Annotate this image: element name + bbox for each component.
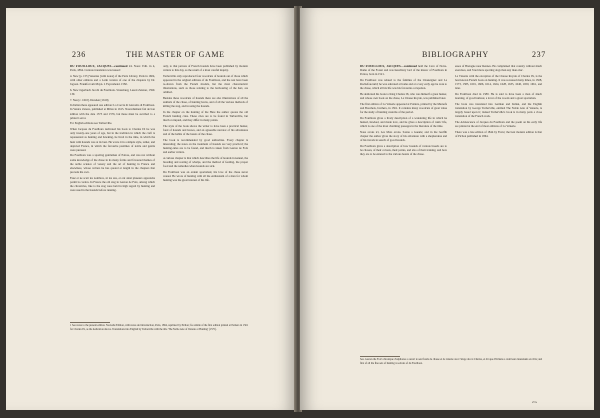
paragraph (360, 130, 447, 142)
paragraph-text: Du Fouilloux died in 1580. He is said to have been a man of much learning, of good humour, a lover of the woods and a great sportsman. (455, 91, 542, 101)
text-columns (70, 64, 248, 194)
text-columns (360, 64, 542, 158)
paragraph-text: 7. Neu [c. 1610]. Dresden [1610]. (70, 97, 110, 102)
paragraph (163, 156, 248, 168)
paragraph-text: 24. Nouv. Edit. in 4, Paris, 1864. Curious translation was issued: (70, 64, 156, 73)
footnote-rule (70, 322, 110, 323)
running-head: THE MASTER OF GAME (126, 50, 225, 59)
paragraph (455, 102, 542, 119)
paragraph-text: In Italian there appeared one edition: La Caccia di Giacomo di Fouilloux. In Venice Zenaro, published at Milan in 1615. Nouvellement fait de bon édition with the date 1575 and 1576, but these must be ascribed to a printer's error. (70, 103, 155, 120)
footnote-rule (360, 356, 400, 357)
paragraph (163, 124, 248, 136)
paragraph-text: The book is recommended by good authorities. Every chapter is interesting; the notes on the treatment of hounds are very practical; the hunting-rules are to be found, and much is taken from Gaston de Foix and earlier writers. (163, 138, 248, 155)
paragraph-text: He dedicated his book to King Charles IX, who was himself a great hunter, and whose own book on the chase, La Chasse Royale, was published later. (360, 91, 447, 101)
paragraph (163, 64, 248, 72)
signature-mark: 2 G (532, 400, 537, 404)
footnote-text: Sea. Gaston the Fox's chronique d'Alphonse a ouvert le seul fonds de chasse et de vènerie avec l'éloge du roi Charles, et dit que d'Orléans a cédé leurs lieutenants en ville; and first of all the fine sets of hunting woodcuts of du Fouilloux. (360, 358, 542, 365)
entry-heading: DU FOUILLOUX, JACQUES—continued (360, 64, 417, 68)
paragraph (70, 121, 155, 125)
left-page (6, 8, 296, 410)
paragraph-text: Fauz et ne scait les nombres, ni les ans, et ont ainsi pluseurs apprendre parmi la cordon. In France the old stag in Gaston de Foix, among which the chronicles, like to the stag were held in high regard by hunting and were used in the hounds before running. (70, 175, 155, 193)
paragraph (70, 98, 155, 102)
paragraph-text: only, to that patrons of French hounds have been published by modern writers to this day, as the result of a most careful inquiry. (163, 64, 248, 73)
paragraph-text: Du Fouilloux was related to the families of the Chasteigner and La Rochefoucauld; he was educated at home and at a very early age he took to the chase, which all his life was his favourite occupation. (360, 77, 448, 91)
paragraph-text: A curious chapter is that which describes the life of hounds in kennel, the breeding and rearing of whelps, and the method of feeding, the proper food and the remedies when hounds are sick. (163, 156, 248, 169)
paragraph-text: Turberville only reproduced four woodcuts of hounds out of those which appeared in the original editions of du Fouilloux, and the rest have been re-drawn from the French models, but the most characteristic illustrations, such as those relating to the harbouring of the hart, are omitted. (163, 73, 248, 95)
paragraph-text: esses of Bretagne near Rennes. He complained that country without much exercises, and 'bred more sporting dogs than any man else'. (455, 64, 542, 73)
paragraph-text: The style of the book shows the writer to have been a practical hunter, fond of hounds and horses, and an agreeable narrator of his adventures and of the habits of the beasts of the chase. (163, 124, 248, 137)
paragraph-text: The first edition of La Vénerie appeared at Poitiers, printed by the Marnefs and Bouchets, brothers, in 1561. It contains many woodcuts of great value for the study of hunting customs of the period. (360, 101, 447, 115)
paragraph (163, 96, 248, 108)
paragraph-text: 6. New Jagerbuch Jacobi du Fouilloux. Strassburg, Lazeri Zetzner, 1590. 130. (70, 87, 155, 96)
paragraph (163, 74, 248, 95)
paragraph (455, 120, 542, 128)
page-number: 236 (72, 50, 86, 59)
paragraph-text: Besides these woodcuts of hounds there are also illustrations of all the animals of the chase, of hunting horns, and of all the various methods of killing the stag, and in using the hounds. (163, 96, 248, 109)
paragraph (455, 130, 542, 138)
text-column-2 (163, 64, 248, 194)
paragraph (163, 138, 248, 155)
paragraph-text: There was a late edition of 1844 by Favre; the best modern edition is that of Pichon published in 1864. (455, 129, 542, 138)
paragraph (360, 78, 447, 90)
paragraph (70, 127, 155, 152)
footnote (70, 320, 248, 331)
page-number: 237 (532, 50, 546, 59)
paragraph-text: In the chapter on the hunting of the Hare the author quotes the old French hunting cries. These cries are to be found in Turberville, but much corrupted, and they differ in many points. (163, 110, 248, 123)
paragraph-text: When Jacques du Fouilloux dedicated his book to Charles IX he was only twenty-one years of age, but in the tradition in which the craft is represented as hunting and hawking, he lived in the time, in which the hunt with hounds was at its best. He wrote it in a simple style, rather, and depicted France, in which the favourite pastimes of noble and gentle were pursued. (70, 127, 155, 152)
right-page (300, 8, 594, 410)
paragraph (70, 74, 155, 86)
footnote (360, 354, 542, 365)
paragraph (163, 110, 248, 122)
paragraph (455, 64, 542, 72)
footnote-text: 1 See notes to the present edition. Nouvelle Edition, with notes and introduction, Paris, 1864, reprinted by Pichon; fac-simile of the first edition printed at Poitiers in 1561 for Charles IX, as the dedication shows. Translations into English by Turberville with the title 'The Noble Arte of Venerie or Hunting' (1575). (70, 324, 248, 331)
text-column-1 (360, 64, 447, 158)
text-column-2 (455, 64, 542, 158)
paragraph-text: Nous avons ici, Les Mots avons. Sonna a Gueule; and in the twelfth chapter the author gives the story of his adventure with a shepherdess and of his travels in search of good hounds. (360, 129, 447, 142)
text-column-1 (70, 64, 155, 194)
paragraph-text: The Adolescence of Jacques du Fouilloux and the poem on his early life are printed at the end of most editions of La Vénerie. (455, 119, 542, 129)
entry-heading: DU FOUILLOUX, JACQUES—continued (70, 64, 128, 68)
paragraph-text: Du Fouilloux was an ardent sportsman; his love of the chase never waned. He wrote of hunting with all the enthusiasm of a man for whom hunting was the great interest of his life. (163, 170, 248, 183)
paragraph-text: For English editions see Turberville. (70, 121, 113, 126)
paragraph-text: Du Fouilloux gives a lively description of a wandering life in which he hunted, hawked, and made love, and he gives a description of rustic life, which is one of the most charming passages in the literature of the time. (360, 115, 447, 129)
paragraph-text: Du Fouilloux gives a description of how hounds of various breeds are to be chosen, of their colours, their points, and also of their training, and how they are to be entered to the various beasts of the chase. (360, 143, 447, 156)
paragraph-text: 4. New [p. 155] Veneries [with notes] of the Paris Library, Paris in 1604, with other editions and a Latin version of one of the chapters by Dr. Jagoux. Frankfort am Mayn. I. Feyerabend. 1582. (70, 73, 155, 87)
paragraph (70, 176, 155, 193)
paragraph (163, 170, 248, 182)
paragraph (360, 64, 447, 76)
paragraph (70, 153, 155, 174)
paragraph (360, 116, 447, 128)
paragraph-text: The book was translated into German and Italian, and the English translation by George Turberville, entitled The Noble Arte of Venerie, is largely based upon it; indeed Turberville's book is in many parts a close translation of the French work. (455, 101, 542, 119)
paragraph (70, 88, 155, 96)
paragraph (360, 92, 447, 100)
paragraph (360, 102, 447, 114)
paragraph (455, 92, 542, 100)
paragraph (70, 103, 155, 120)
paragraph-text: La Vénerie with the exception of the Chasse Royale of Charles IX, is the best known French book on hunting. It was re-issued many times, in 1568, 1573, 1585, 1601, 1606, 1614, 1624, 1628, 1635, 1640, 1650, 1661, and later. (455, 73, 542, 91)
paragraph (70, 64, 155, 72)
paragraph-text: Du Fouilloux was a sporting gentleman of Poitou, and was not without some knowledge of the chase in its many forms and favoured themes of the noble science of venery and the art of hunting in France and elsewhere, whose writers he has quoted at length in the chapters that precede his own. (70, 153, 155, 175)
paragraph-text: held the Cave of Notre-Dame of the Forest and was hereditary lord of the manor of Fouilloux in Poitou, born in 1521. (360, 64, 447, 77)
running-head: BIBLIOGRAPHY (422, 50, 489, 59)
paragraph (455, 74, 542, 91)
paragraph (360, 144, 447, 156)
